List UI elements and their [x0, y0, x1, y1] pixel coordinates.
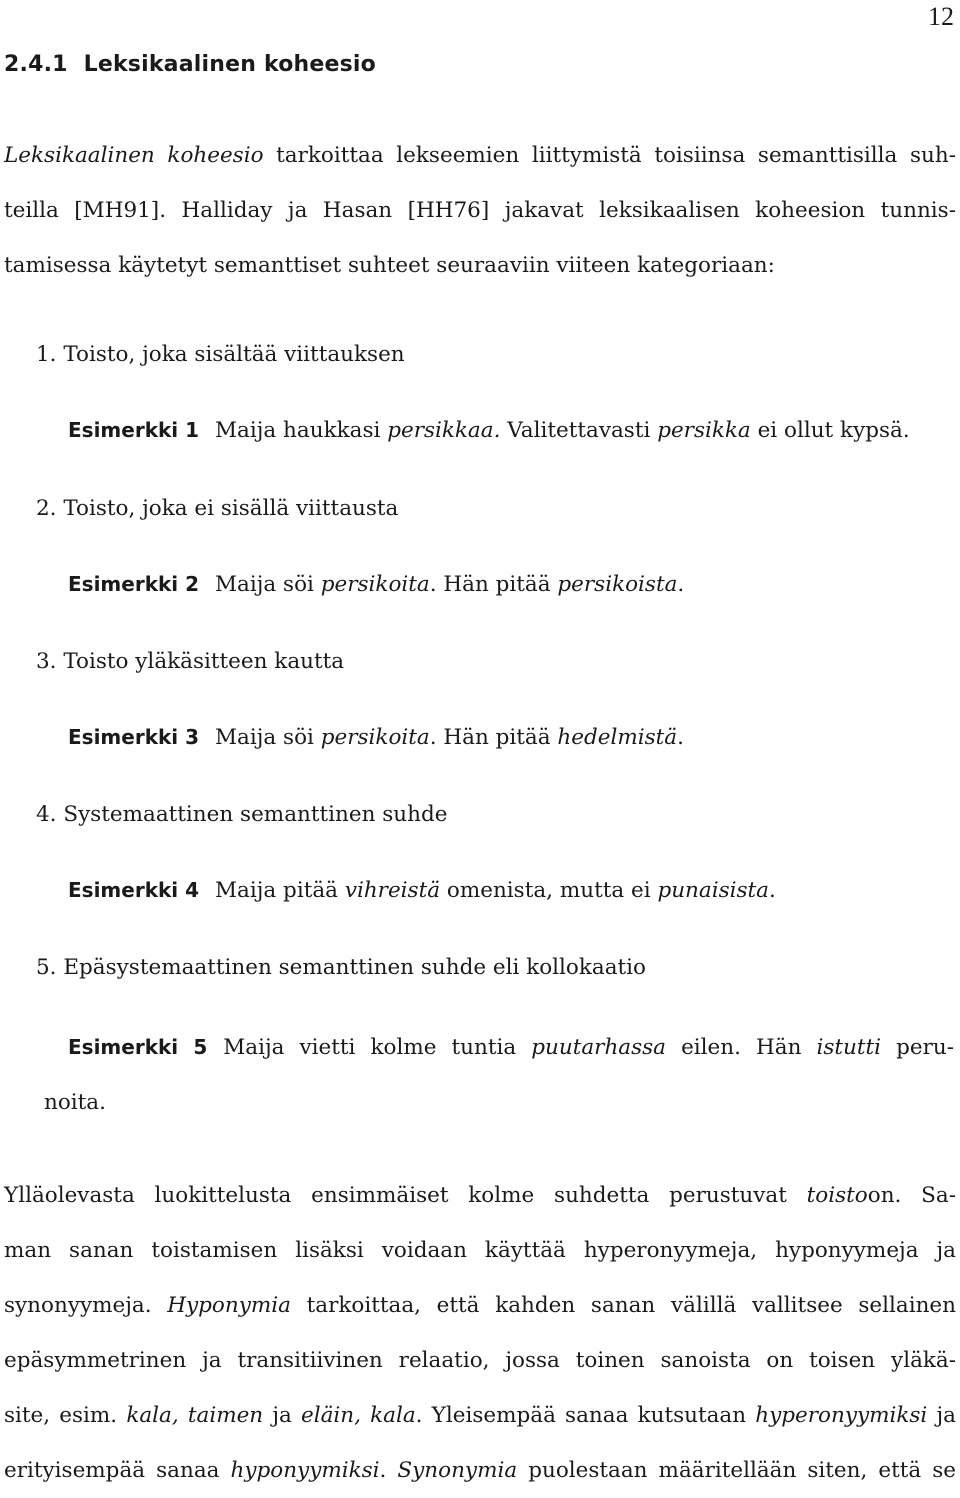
term-lexical-cohesion: Leksikaalinen koheesio [4, 143, 264, 168]
example-5-line-1: Esimerkki 5 Maija vietti kolme tuntia puutarhassa eilen. Hän istutti peru- [68, 1035, 955, 1060]
closing-paragraph [4, 1168, 956, 1498]
example-3: Esimerkki 3 Maija söi persikoita. Hän pitää hedelmistä. [68, 725, 684, 750]
example-5-line-2: noita. [44, 1090, 106, 1115]
closing-line-3: synonyymeja. Hyponymia tarkoittaa, että kahden sanan välillä vallitsee sellainen [4, 1293, 957, 1318]
closing-line-2: man sanan toistamisen lisäksi voidaan käyttää hyperonyymeja, hyponyymeja ja [4, 1238, 956, 1263]
example-label: Esimerkki 5 [68, 1035, 208, 1059]
intro-line-2: teilla [MH91]. Halliday ja Hasan [HH76] jakavat leksikaalisen koheesion tunnis- [4, 198, 956, 223]
section-heading [4, 52, 376, 77]
closing-line-5: site, esim. kala, taimen ja eläin, kala. Yleisempää sanaa kutsutaan hyperonyymiksi ja [4, 1403, 956, 1428]
example-4: Esimerkki 4 Maija pitää vihreistä omenista, mutta ei punaisista. [68, 878, 776, 903]
list-item-2: 2. Toisto, joka ei sisällä viittausta [36, 496, 399, 521]
list-item-1: 1. Toisto, joka sisältää viittauksen [36, 342, 405, 367]
example-label: Esimerkki 4 [68, 878, 200, 902]
example-label: Esimerkki 1 [68, 418, 200, 442]
example-label: Esimerkki 2 [68, 572, 200, 596]
example-5 [44, 1020, 955, 1130]
example-label: Esimerkki 3 [68, 725, 200, 749]
list-item-5: 5. Epäsystemaattinen semanttinen suhde eli kollokaatio [36, 955, 646, 980]
page-number: 12 [928, 2, 954, 31]
closing-line-1: Ylläolevasta luokittelusta ensimmäiset kolme suhdetta perustuvat toistoon. Sa- [4, 1183, 956, 1208]
intro-line-1: Leksikaalinen koheesio tarkoittaa lekseemien liittymistä toisiinsa semanttisilla suh- [4, 143, 956, 168]
closing-line-6: erityisempää sanaa hyponyymiksi. Synonymia puolestaan määritellään siten, että se [4, 1458, 956, 1483]
list-item-3: 3. Toisto yläkäsitteen kautta [36, 649, 345, 674]
section-title: Leksikaalinen koheesio [83, 52, 376, 77]
example-2: Esimerkki 2 Maija söi persikoita. Hän pitää persikoista. [68, 572, 685, 597]
example-1: Esimerkki 1 Maija haukkasi persikkaa. Valitettavasti persikka ei ollut kypsä. [68, 418, 910, 443]
closing-line-4: epäsymmetrinen ja transitiivinen relaatio, jossa toinen sanoista on toisen yläkä- [4, 1348, 956, 1373]
list-item-4: 4. Systemaattinen semanttinen suhde [36, 802, 448, 827]
intro-paragraph [4, 128, 956, 293]
intro-line-3: tamisessa käytetyt semanttiset suhteet seuraaviin viiteen kategoriaan: [4, 253, 775, 278]
section-number: 2.4.1 [4, 52, 68, 77]
